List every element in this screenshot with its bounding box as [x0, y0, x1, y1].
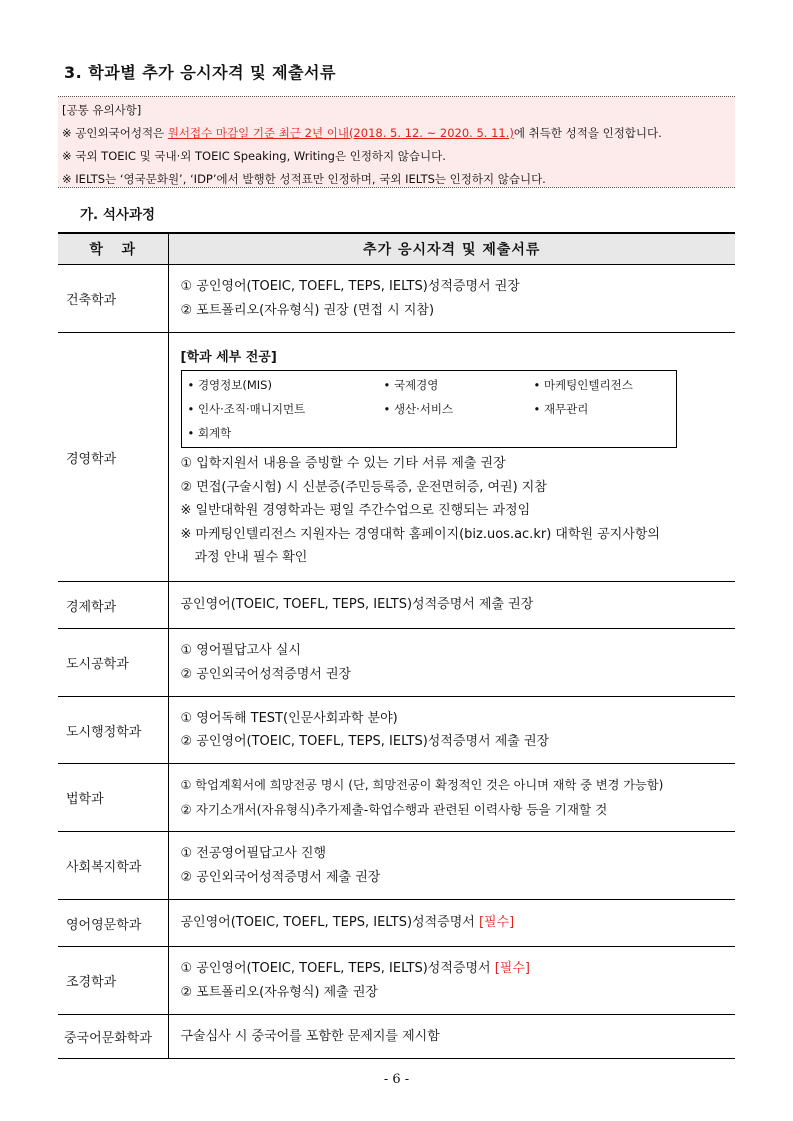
table-row: [58, 333, 735, 582]
notice-line-1: ※ 공인외국어성적은 원서접수 마감일 기준 최근 2년 이내(2018. 5. 12. ~ 2020. 5. 11.)에 취득한 성적을 인정합니다.: [62, 126, 662, 140]
requirement-content: [168, 900, 735, 947]
requirement-content: [168, 1015, 735, 1059]
dept-name: 경영학과: [58, 333, 168, 582]
requirement-line: ① 영어독해 TEST(인문사회과학 분야): [180, 710, 398, 726]
major-item: • 국제경영: [383, 378, 439, 393]
table-row: [58, 629, 735, 697]
major-item: • 마케팅인텔리전스: [533, 378, 633, 393]
requirement-line: ② 포트폴리오(자유형식) 제출 권장: [180, 984, 378, 1000]
table-row: [58, 764, 735, 832]
requirement-line: ※ 일반대학원 경영학과는 평일 주간수업으로 진행되는 과정임: [180, 503, 531, 519]
requirement-line: 과정 안내 필수 확인: [194, 550, 308, 566]
dept-name: 중국어문화학과: [58, 1015, 168, 1059]
requirement-content: [168, 629, 735, 697]
table-row: [58, 947, 735, 1015]
dept-name: 사회복지학과: [58, 832, 168, 900]
requirements-table: [58, 232, 735, 1059]
notice-line-2: ※ 국외 TOEIC 및 국내·외 TOEIC Speaking, Writing은 인정하지 않습니다.: [62, 149, 446, 163]
requirement-line: ① 공인영어(TOEIC, TOEFL, TEPS, IELTS)성적증명서 권장: [180, 279, 520, 294]
common-notice-box: [58, 96, 735, 188]
dept-name: 건축학과: [58, 265, 168, 333]
requirement-content: [168, 697, 735, 764]
major-list-box: [181, 370, 677, 448]
requirement-content: [168, 582, 735, 629]
requirement-line: ② 공인외국어성적증명서 제출 권장: [180, 869, 381, 885]
notice-line-3: ※ IELTS는 ‘영국문화원’, ‘IDP’에서 발행한 성적표만 인정하며, 국외 IELTS는 인정하지 않습니다.: [62, 172, 546, 186]
subsection-title: 가. 석사과정: [80, 207, 156, 223]
requirement-line: ① 전공영어필답고사 진행: [180, 846, 326, 861]
table-row: [58, 832, 735, 900]
requirement-line: ② 포트폴리오(자유형식) 권장 (면접 시 지참): [180, 302, 435, 318]
table-row: [58, 900, 735, 947]
required-tag: [필수]: [494, 961, 530, 976]
requirement-line: ① 공인영어(TOEIC, TOEFL, TEPS, IELTS)성적증명서 [필수]: [180, 961, 530, 976]
requirement-line: ② 자기소개서(자유형식)추가제출-학업수행과 관련된 이력사항 등을 기재할 것: [180, 801, 608, 817]
page-number: - 6 -: [383, 1072, 410, 1087]
requirement-line: ① 학업계획서에 희망전공 명시 (단, 희망전공이 확정적인 것은 아니며 재학 중 변경 가능함): [180, 778, 664, 792]
table-row: [58, 582, 735, 629]
dept-name: 경제학과: [58, 582, 168, 629]
requirement-content: [168, 265, 735, 333]
major-box-label: [학과 세부 전공]: [180, 350, 277, 366]
requirement-line: ※ 마케팅인텔리전스 지원자는 경영대학 홈페이지(biz.uos.ac.kr) 대학원 공지사항의: [180, 526, 660, 542]
major-item: • 재무관리: [533, 402, 589, 417]
required-tag: [필수]: [478, 915, 515, 931]
header-docs: 추가 응시자격 및 제출서류: [168, 233, 735, 265]
table-header-row: [58, 233, 735, 265]
dept-name: 도시행정학과: [58, 697, 168, 764]
requirement-line: ① 영어필답고사 실시: [180, 643, 301, 658]
requirement-content: [168, 947, 735, 1015]
major-item: • 경영정보(MIS): [187, 378, 272, 393]
dept-name: 영어영문학과: [58, 900, 168, 947]
requirement-line: ② 공인영어(TOEIC, TOEFL, TEPS, IELTS)성적증명서 제출 권장: [180, 734, 550, 749]
requirement-line: 구술심사 시 중국어를 포함한 문제지를 제시함: [180, 1028, 440, 1044]
major-item: • 인사·조직·매니지먼트: [187, 402, 306, 417]
major-item: • 회계학: [187, 426, 232, 441]
dept-name: 도시공학과: [58, 629, 168, 697]
table-row: [58, 1015, 735, 1059]
dept-name: 법학과: [58, 764, 168, 832]
notice-deadline-highlight: 원서접수 마감일 기준 최근 2년 이내(2018. 5. 12. ~ 2020. 5. 11.): [167, 126, 514, 140]
requirement-line: ② 면접(구술시험) 시 신분증(주민등록증, 운전면허증, 여권) 지참: [180, 479, 547, 495]
requirement-line: ② 공인외국어성적증명서 권장: [180, 666, 352, 682]
requirement-line: 공인영어(TOEIC, TOEFL, TEPS, IELTS)성적증명서 [필수]: [180, 915, 515, 931]
table-row: [58, 265, 735, 333]
major-item: • 생산·서비스: [383, 402, 454, 417]
dept-name: 조경학과: [58, 947, 168, 1015]
header-dept: 학 과: [58, 233, 168, 265]
table-row: [58, 697, 735, 764]
requirement-content: [168, 764, 735, 832]
requirement-line: ① 입학지원서 내용을 증빙할 수 있는 기타 서류 제출 권장: [180, 456, 506, 472]
requirement-content: [168, 333, 735, 582]
requirement-content: [168, 832, 735, 900]
requirement-line: 공인영어(TOEIC, TOEFL, TEPS, IELTS)성적증명서 제출 권장: [180, 597, 534, 613]
section-title: 3. 학과별 추가 응시자격 및 제출서류: [64, 63, 336, 82]
notice-header: [공통 유의사항]: [62, 103, 142, 117]
